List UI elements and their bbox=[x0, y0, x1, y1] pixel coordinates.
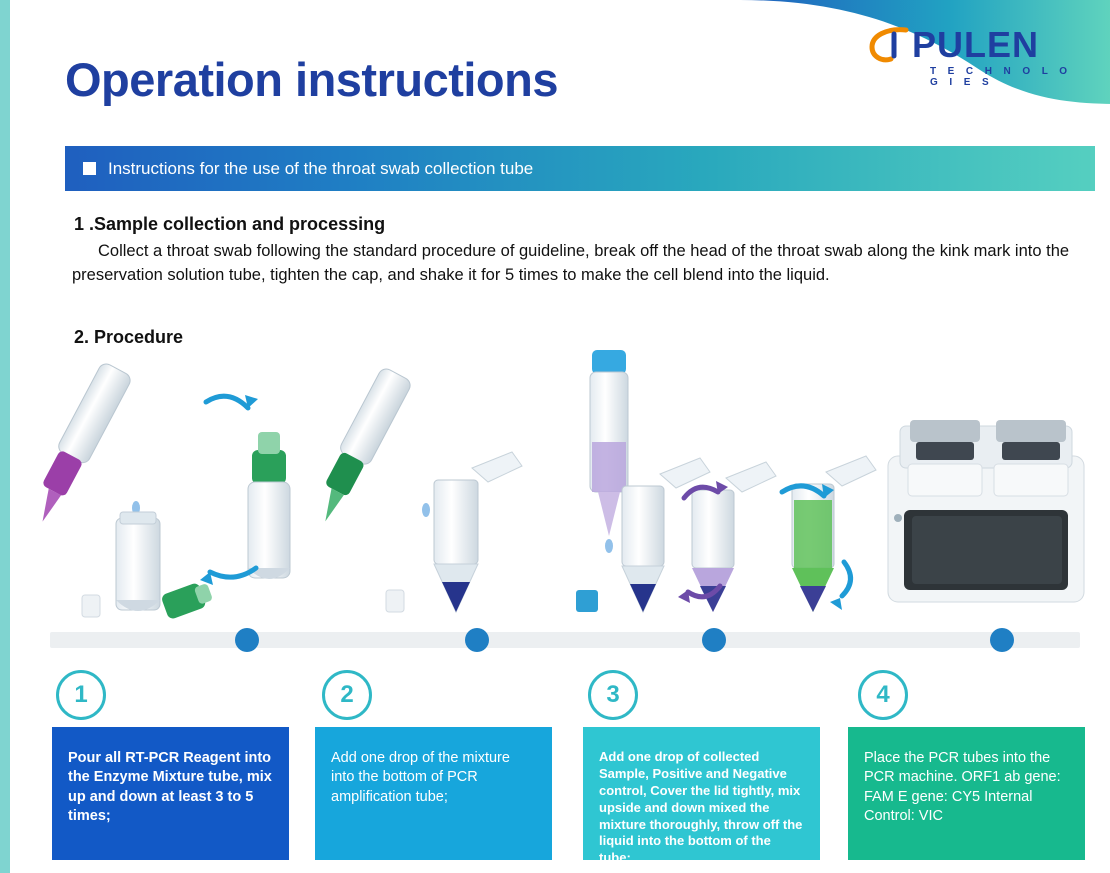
step-badge-4: 4 bbox=[858, 670, 908, 720]
pcr-tube-icon bbox=[434, 452, 522, 612]
collection-tube-icon bbox=[116, 512, 160, 611]
green-capped-dropper-icon bbox=[306, 366, 413, 527]
small-cap-icon bbox=[386, 590, 404, 612]
step-badge-2: 2 bbox=[322, 670, 372, 720]
logo-wordmark: PULEN bbox=[912, 24, 1040, 65]
purple-filled-tube-icon bbox=[692, 462, 776, 612]
swoosh-logo-icon bbox=[868, 26, 912, 66]
banner-text: Instructions for the use of the throat swab collection tube bbox=[108, 158, 534, 178]
square-bullet-icon bbox=[83, 162, 96, 175]
step-box-1: Pour all RT-PCR Reagent into the Enzyme Mixture tube, mix up and down at least 3 to 5 times; bbox=[52, 727, 289, 860]
step-box-4: Place the PCR tubes into the PCR machine. ORF1 ab gene: FAM E gene: CY5 Internal Control: VIC bbox=[848, 727, 1085, 860]
timeline-dot-2 bbox=[465, 628, 489, 652]
small-cap-icon bbox=[82, 595, 100, 617]
timeline-bar bbox=[50, 632, 1080, 648]
timeline-dot-4 bbox=[990, 628, 1014, 652]
section-1-heading: 1 .Sample collection and processing bbox=[74, 214, 386, 234]
step-box-2: Add one drop of the mixture into the bottom of PCR amplification tube; bbox=[315, 727, 552, 860]
section-2-heading: 2. Procedure bbox=[74, 327, 184, 347]
step-badge-1: 1 bbox=[56, 670, 106, 720]
blue-cap-icon bbox=[576, 590, 598, 612]
green-filled-tube-icon bbox=[792, 456, 876, 612]
logo-tagline: T E C H N O L O G I E S bbox=[930, 66, 1072, 88]
timeline-dot-3 bbox=[702, 628, 726, 652]
page-header bbox=[20, 0, 1110, 130]
timeline-dot-1 bbox=[235, 628, 259, 652]
procedure-illustration bbox=[20, 350, 1110, 650]
instruction-banner bbox=[65, 146, 1095, 191]
step-box-3: Add one drop of collected Sample, Positive and Negative control, Cover the lid tightly, mix upside and down mixed the mixture thoroughly, throw off the liquid into the bottom of the tube; bbox=[583, 727, 820, 860]
page-title: Operation instructions bbox=[65, 53, 558, 106]
pcr-machine-icon bbox=[888, 420, 1084, 602]
company-logo bbox=[868, 22, 1078, 88]
section-1-body: Collect a throat swab following the standard procedure of guideline, break off the head of the throat swab along the kink mark into the preservation solution tube, tighten the cap, and shake it for 5 times to make the cell blend into the liquid. bbox=[72, 242, 1070, 284]
purple-capped-dropper-icon bbox=[23, 361, 133, 527]
green-cap-icon bbox=[160, 579, 214, 620]
green-tube-icon bbox=[248, 432, 290, 579]
step-badge-3: 3 bbox=[588, 670, 638, 720]
